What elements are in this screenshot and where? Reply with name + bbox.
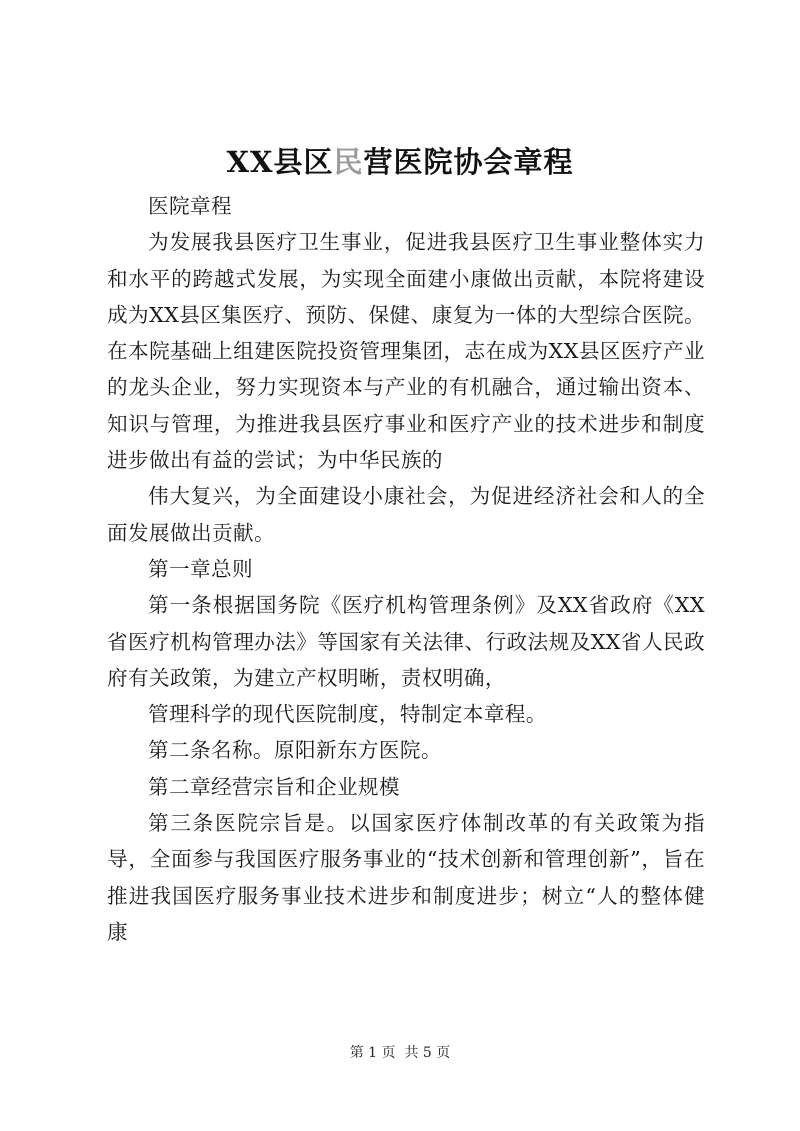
page-footer bbox=[0, 1043, 800, 1063]
paragraph-preamble: 为发展我县医疗卫生事业，促进我县医疗卫生事业整体实力和水平的跨越式发展，为实现全面建小康做出贡献，本院将建设成为XX县区集医疗、预防、保健、康复为一体的大型综合医院。在本院基础上组建医院投资管理集团，志在成为XX县区医疗产业的龙头企业，努力实现资本与产业的有机融合，通过输出资本、知识与管理，为推进我县医疗事业和医疗产业的技术进步和制度进步做出有益的尝试；为中华民族的 bbox=[107, 230, 705, 473]
paragraph-heading-hospital-charter: 医院章程 bbox=[148, 194, 232, 218]
chapter-heading-general: 第一章总则 bbox=[148, 556, 253, 581]
article-1-continued: 管理科学的现代医院制度，特制定本章程。 bbox=[148, 702, 547, 727]
title-suffix: 营医院协会章程 bbox=[363, 145, 574, 179]
title-prefix: XX县区 bbox=[226, 145, 334, 179]
chapter-heading-purpose: 第二章经营宗旨和企业规模 bbox=[148, 774, 400, 799]
article-2: 第二条名称。原阳新东方医院。 bbox=[148, 738, 442, 763]
article-3: 第三条医院宗旨是。以国家医疗体制改革的有关政策为指导，全面参与我国医疗服务事业的“技术创新和管理创新”，旨在推进我国医疗服务事业技术进步和制度进步；树立“人的整体健康 bbox=[107, 811, 705, 944]
title-highlight-char: 民 bbox=[333, 145, 364, 179]
paragraph-preamble-continued: 伟大复兴，为全面建设小康社会，为促进经济社会和人的全面发展做出贡献。 bbox=[107, 484, 705, 545]
page-number: 第 1 页 共 5 页 bbox=[349, 1045, 451, 1061]
document-body bbox=[107, 188, 705, 950]
document-title bbox=[0, 140, 800, 184]
article-1: 第一条根据国务院《医疗机构管理条例》及XX省政府《XX省医疗机构管理办法》等国家有关法律、行政法规及XX省人民政府有关政策，为建立产权明晰，责权明确， bbox=[107, 593, 705, 690]
